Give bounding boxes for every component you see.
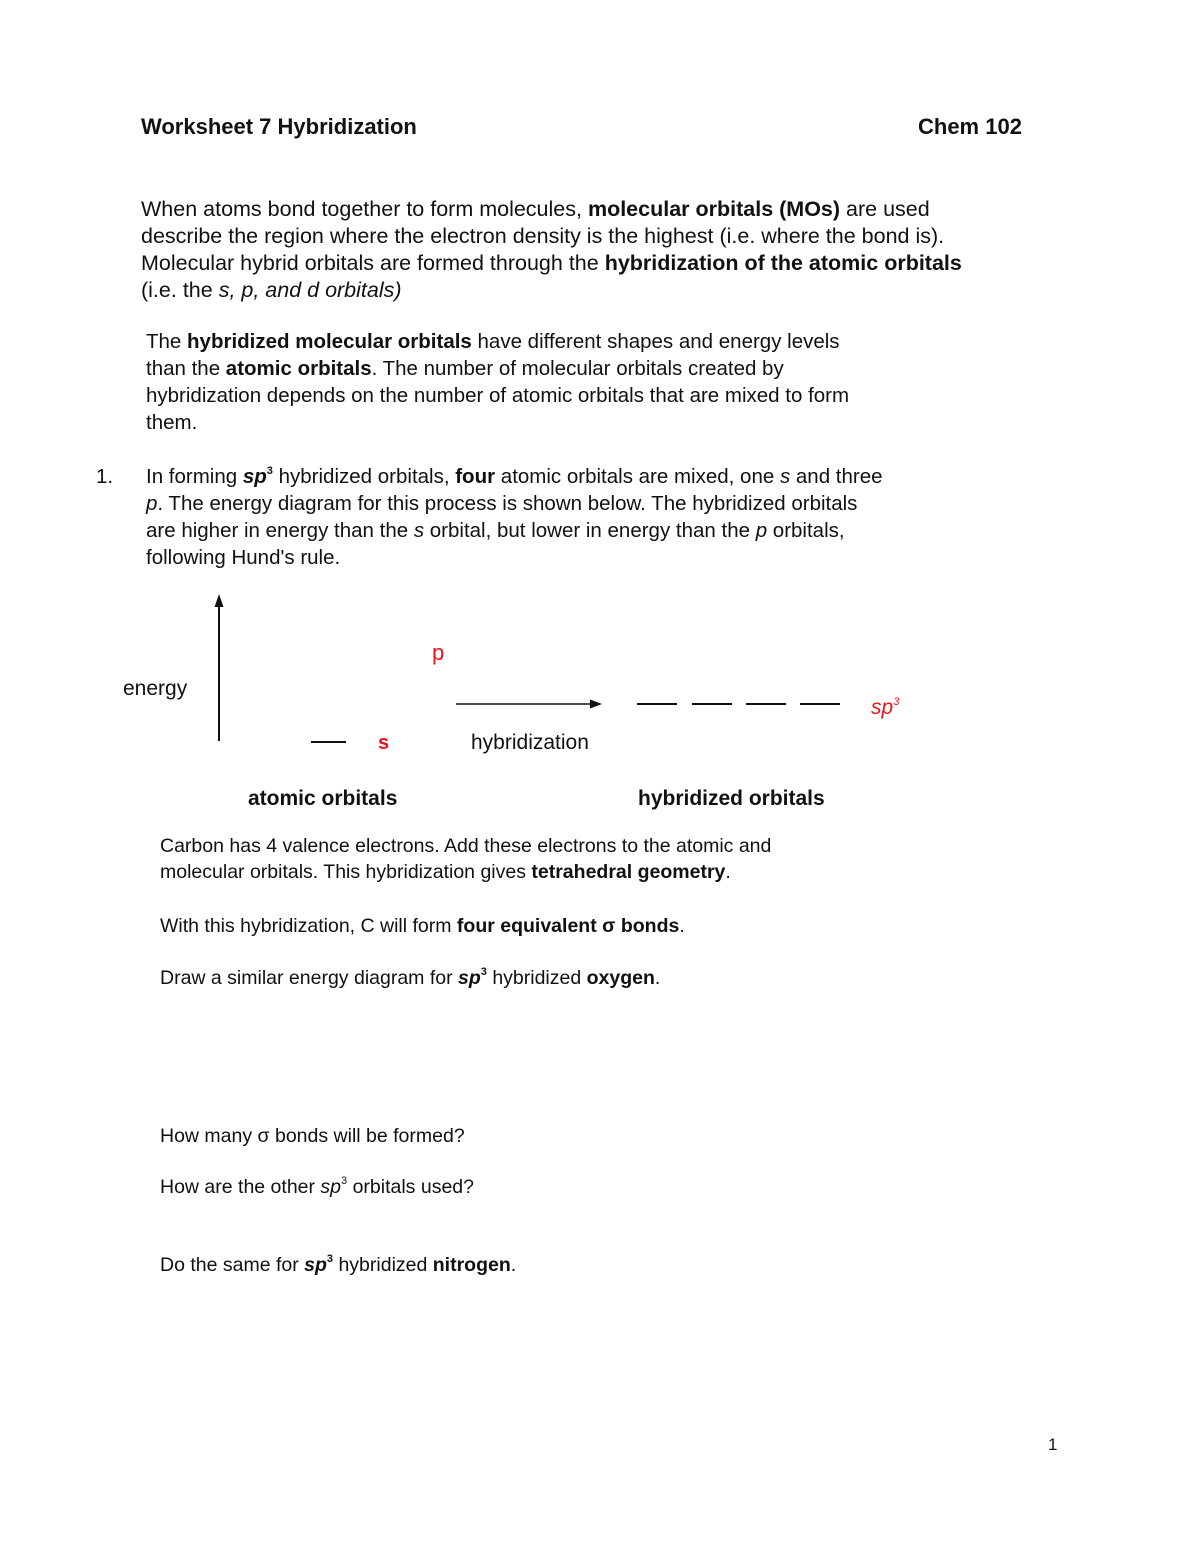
para2-line-1: The hybridized molecular orbitals have different shapes and energy levels: [146, 330, 840, 353]
sp3-orbital-label: $sp^3$: [871, 696, 900, 719]
draw-oxygen-line: Draw a similar energy diagram for $sp^3$ hybridized oxygen.: [160, 966, 661, 989]
s-orbital-label: s: [378, 732, 390, 754]
q1-line-3: are higher in energy than the s orbital, but lower in energy than the p orbitals,: [146, 519, 845, 542]
para2-line-4: them.: [146, 411, 198, 434]
intro-line-4: (i.e. the s, p, and d orbitals): [141, 278, 402, 302]
s-orbital-level: [311, 741, 346, 743]
sigma-bonds-line: With this hybridization, C will form four equivalent σ bonds.: [160, 915, 685, 937]
q1-line-4: following Hund's rule.: [146, 546, 341, 569]
hybridized-orbitals-heading: hybridized orbitals: [638, 787, 825, 810]
energy-axis-arrowhead: [215, 594, 224, 607]
intro-line-3: Molecular hybrid orbitals are formed through the hybridization of the atomic orbitals: [141, 251, 962, 275]
other-orbitals-line: How are the other $sp^3$ orbitals used?: [160, 1175, 474, 1198]
sp3-orbital-level-1: [637, 703, 677, 705]
carbon-line-1: Carbon has 4 valence electrons. Add these electrons to the atomic and: [160, 835, 772, 857]
page-number: 1: [1048, 1435, 1058, 1454]
how-many-sigma-line: How many σ bonds will be formed?: [160, 1125, 465, 1147]
sp3-orbital-level-3: [746, 703, 786, 705]
para2-line-3: hybridization depends on the number of atomic orbitals that are mixed to form: [146, 384, 850, 407]
hybridization-arrow-label: hybridization: [471, 731, 589, 754]
course-name: Chem 102: [918, 114, 1022, 139]
question-number: 1.: [96, 465, 114, 488]
p-orbital-label: p: [432, 640, 445, 665]
q1-line-2: p. The energy diagram for this process is shown below. The hybridized orbitals: [146, 492, 858, 515]
sp3-orbital-level-4: [800, 703, 840, 705]
atomic-orbitals-heading: atomic orbitals: [248, 787, 398, 810]
para2-line-2: than the atomic orbitals. The number of molecular orbitals created by: [146, 357, 784, 380]
energy-label: energy: [123, 677, 188, 700]
hybridization-arrowhead: [590, 700, 602, 709]
q1-line-1: In forming $sp^3$ hybridized orbitals, four atomic orbitals are mixed, one s and three: [146, 465, 883, 488]
intro-line-1: When atoms bond together to form molecules, molecular orbitals (MOs) are used: [141, 197, 930, 221]
worksheet-title: Worksheet 7 Hybridization: [141, 114, 417, 139]
nitrogen-line: Do the same for $sp^3$ hybridized nitrogen.: [160, 1253, 517, 1276]
carbon-line-2: molecular orbitals. This hybridization gives tetrahedral geometry.: [160, 861, 731, 883]
sp3-orbital-level-2: [692, 703, 732, 705]
intro-line-2: describe the region where the electron density is the highest (i.e. where the bond is).: [141, 224, 945, 248]
